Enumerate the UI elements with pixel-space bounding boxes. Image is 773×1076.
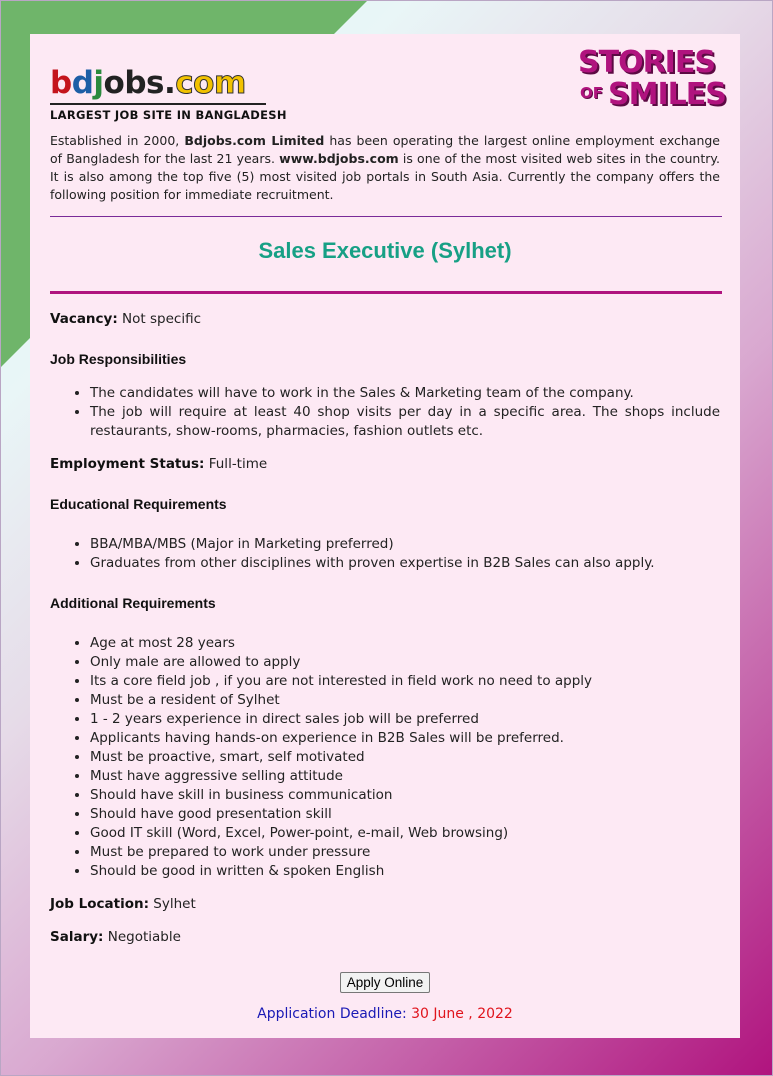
list-item: • The job will require at least 40 shop visits per day in a specific area. The shops include restaurants, show-rooms, pharmacies, fashion outlets etc. bbox=[90, 403, 720, 441]
list-item: • BBA/MBA/MBS (Major in Marketing preferred) bbox=[90, 535, 720, 554]
bdjobs-wordmark: bdjobs.com bbox=[50, 65, 246, 101]
job-location: Job Location: Sylhet bbox=[50, 896, 196, 912]
education-heading: Educational Requirements bbox=[50, 496, 227, 512]
list-item: • Must be a resident of Sylhet bbox=[90, 691, 720, 710]
responsibilities-heading: Job Responsibilities bbox=[50, 351, 187, 367]
education-list bbox=[50, 535, 720, 573]
salary: Salary: Negotiable bbox=[50, 929, 181, 945]
list-item: • 1 - 2 years experience in direct sales job will be preferred bbox=[90, 710, 720, 729]
campaign-word-of: OF bbox=[580, 84, 603, 102]
job-details bbox=[50, 310, 720, 947]
list-item: • Must have aggressive selling attitude bbox=[90, 767, 720, 786]
job-title: Sales Executive (Sylhet) bbox=[258, 238, 512, 263]
list-item: • Should have skill in business communication bbox=[90, 786, 720, 805]
apply-section bbox=[30, 972, 740, 993]
list-item: • Should be good in written & spoken English bbox=[90, 862, 720, 881]
list-item: • Should have good presentation skill bbox=[90, 805, 720, 824]
campaign-word-stories: STORIES bbox=[578, 45, 715, 80]
list-item: • Age at most 28 years bbox=[90, 634, 720, 653]
stories-of-smiles-logo bbox=[578, 42, 728, 122]
company-intro: Established in 2000, Bdjobs.com Limited has been operating the largest online employment exchange of Bangladesh for the last 21 years. www.bdjobs.com is one of the most visited web sites in the country. It is also among the top five (5) most visited job portals in South Asia. Currently the company offers the following position for immediate recruitment. bbox=[50, 133, 720, 202]
logo-tagline: LARGEST JOB SITE IN BANGLADESH bbox=[50, 108, 287, 122]
additional-heading: Additional Requirements bbox=[50, 595, 216, 611]
list-item: • Graduates from other disciplines with proven expertise in B2B Sales can also apply. bbox=[90, 554, 720, 573]
list-item: • Applicants having hands-on experience in B2B Sales will be preferred. bbox=[90, 729, 720, 748]
logo-underline bbox=[50, 103, 266, 105]
list-item: • Its a core field job , if you are not interested in field work no need to apply bbox=[90, 672, 720, 691]
list-item: • Good IT skill (Word, Excel, Power-point, e-mail, Web browsing) bbox=[90, 824, 720, 843]
campaign-word-smiles: SMILES bbox=[608, 77, 726, 112]
apply-online-button[interactable]: Apply Online bbox=[340, 972, 431, 993]
list-item: • The candidates will have to work in the Sales & Marketing team of the company. bbox=[90, 384, 720, 403]
list-item: • Only male are allowed to apply bbox=[90, 653, 720, 672]
application-deadline: Application Deadline: 30 June , 2022 bbox=[257, 1006, 513, 1022]
responsibilities-list bbox=[50, 384, 720, 441]
list-item: • Must be proactive, smart, self motivated bbox=[90, 748, 720, 767]
additional-list bbox=[50, 634, 720, 881]
job-circular bbox=[30, 34, 740, 1038]
list-item: • Must be prepared to work under pressure bbox=[90, 843, 720, 862]
vacancy: Vacancy: Not specific bbox=[50, 311, 201, 327]
bdjobs-logo bbox=[50, 64, 287, 122]
title-divider bbox=[50, 291, 722, 294]
employment-status: Employment Status: Full-time bbox=[50, 456, 268, 472]
intro-divider bbox=[50, 216, 722, 217]
